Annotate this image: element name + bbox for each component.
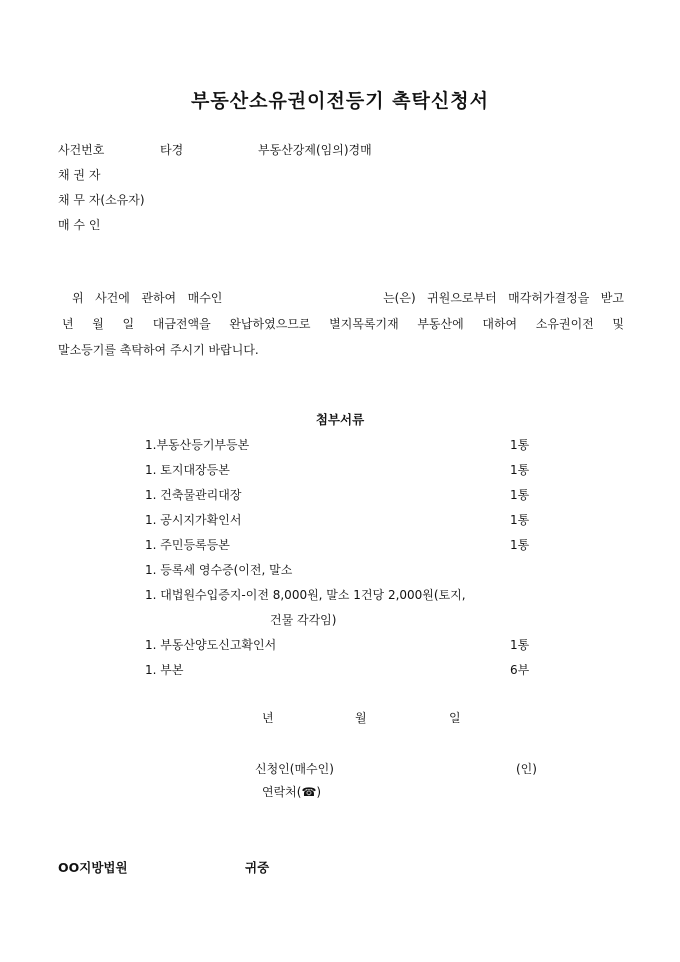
body-line-1: 위 사건에 관하여 매수인 는(은) 귀원으로부터 매각허가결정을 받고 (72, 291, 624, 305)
attachment-label: 1. 건축물관리대장 (145, 488, 242, 502)
attachment-count: 1통 (510, 463, 530, 477)
body-paragraph (58, 285, 624, 363)
case-number-label: 사건번호 (58, 143, 105, 157)
attachment-label: 1. 토지대장등본 (145, 463, 230, 477)
attachment-label: 1. 공시지가확인서 (145, 513, 242, 527)
attachment-count: 1통 (510, 513, 530, 527)
debtor-label: 채 무 자(소유자) (58, 193, 145, 207)
attachment-label: 1. 주민등록등본 (145, 538, 230, 552)
attachment-label: 1. 대법원수입증지-이전 8,000원, 말소 1건당 2,000원(토지, (145, 588, 466, 602)
case-type: 부동산강제(임의)경매 (258, 143, 372, 157)
attachment-label: 1.부동산등기부등본 (145, 438, 250, 452)
body-line-3: 말소등기를 촉탁하여 주시기 바랍니다. (58, 343, 259, 357)
attachment-label: 1. 부동산양도신고확인서 (145, 638, 277, 652)
body-line-2: 년 월 일 대금전액을 완납하였으므로 별지목록기재 부동산에 대하여 소유권이전 및 (62, 317, 624, 331)
attachment-label: 1. 부본 (145, 663, 184, 677)
court-suffix: 귀중 (245, 860, 270, 875)
buyer-label: 매 수 인 (58, 218, 101, 232)
attachment-count: 1통 (510, 488, 530, 502)
attachment-count: 1통 (510, 638, 530, 652)
attachment-count: 1통 (510, 438, 530, 452)
case-number-value: 타경 (160, 143, 184, 157)
page-title: 부동산소유권이전등기 촉탁신청서 (191, 90, 489, 112)
attachment-count: 1통 (510, 538, 530, 552)
date-day: 일 (449, 711, 461, 725)
applicant-label: 신청인(매수인) (255, 762, 334, 776)
creditor-label: 채 권 자 (58, 168, 101, 182)
date-month: 월 (355, 711, 367, 725)
contact-label: 연락처(☎) (262, 785, 322, 799)
court-name: OO지방법원 (58, 860, 128, 875)
attachments-heading: 첨부서류 (315, 412, 365, 427)
seal-mark: (인) (516, 762, 537, 776)
attachment-label: 1. 등록세 영수증(이전, 말소 (145, 563, 293, 577)
date-year: 년 (262, 711, 274, 725)
attachment-label-continued: 건물 각각임) (270, 613, 337, 627)
attachment-count: 6부 (510, 663, 530, 677)
